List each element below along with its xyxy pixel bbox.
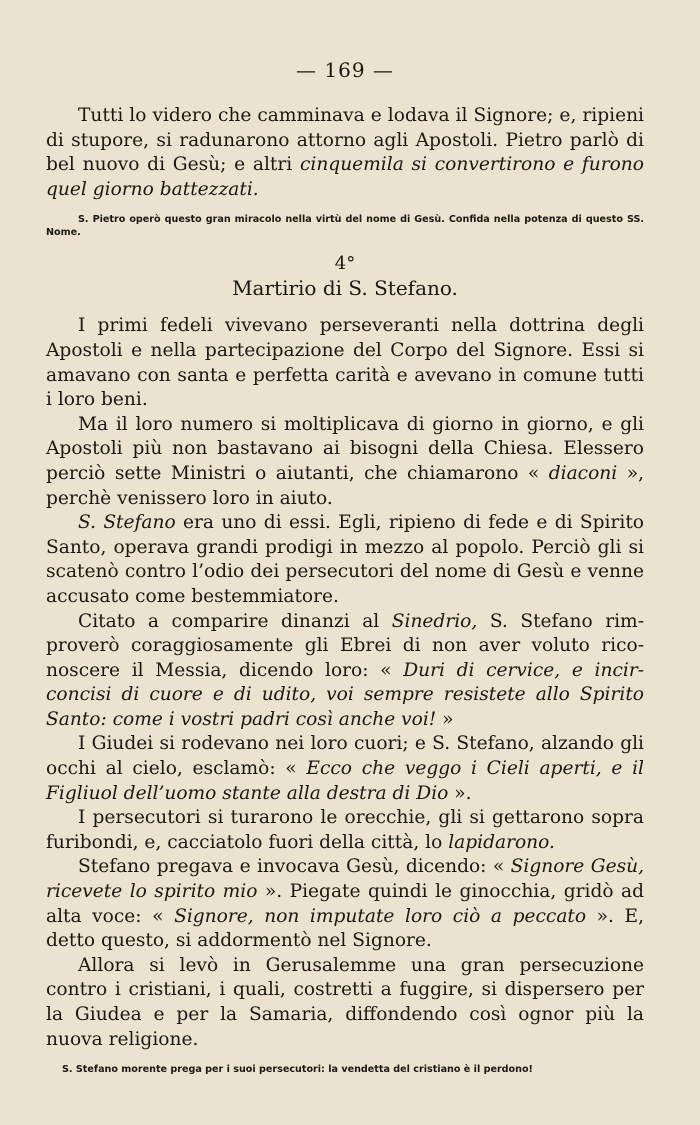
paragraph-7 [46, 806, 644, 855]
paragraph-3 [46, 413, 644, 511]
paragraph-4-italic: S. Stefano [78, 512, 176, 534]
paragraph-8-italic-b: Signore, non imputate loro ciò a peccato [174, 905, 587, 927]
paragraph-1-text: Tutti lo videro che camminava e lodava il Signore; e, ripieni di stupore, si radunarono attorno agli Apostoli. Pietro parlò di bel nuovo di Gesù; e altri [46, 105, 644, 176]
section-number: 4° [334, 253, 356, 275]
paragraph-8-text-c: ». E, detto questo, si addormentò nel Signore. [46, 905, 644, 952]
paragraph-6-text-b: ». [448, 782, 472, 804]
paragraph-5-text-c: » [436, 708, 454, 730]
footnote: S. Stefano morente prega per i suoi persecutori: la vendetta del cristiano è il perdono! [62, 1064, 533, 1076]
paragraph-8-text-a: Stefano pregava e invocava Gesù, dicendo: « [78, 856, 511, 878]
paragraph-4 [46, 511, 644, 609]
paragraph-5-italic-b: Duri di cervice, e incirconcisi di cuore e di udito, voi sempre resistete allo Spirito Santo: come i vostri padri così anche voi! [46, 659, 644, 730]
paragraph-3-text-b: », perchè venissero loro in aiuto. [46, 462, 644, 509]
paragraph-8 [46, 855, 644, 953]
paragraph-6-text-a: I Giudei si rodevano nei loro cuori; e S. Stefano, alzando gli occhi al cielo, esclamò: « [46, 733, 644, 780]
paragraph-1-italic: cinquemila si convertirono e furono quel giorno battezzati. [46, 154, 644, 200]
paragraph-5-text-b: S. Stefano rimproverò coraggiosamente gli Ebrei di non aver voluto riconoscere il Messia, dicendo loro: « [46, 610, 644, 681]
paragraph-4-text: era uno di essi. Egli, ripieno di fede e di Spirito Santo, operava grandi prodigi in mezzo al popolo. Perciò gli si scatenò contro l’odio dei persecutori del nome di Gesù e venne accusato come bestemmiatore. [46, 512, 644, 607]
paragraph-3-text-a: Ma il loro numero si moltiplicava di giorno in giorno, e gli Apostoli più non bastavano ai bisogni della Chiesa. Elessero perciò sette Ministri o aiutanti, che chiamarono « [46, 413, 644, 484]
page-number: — 169 — [296, 58, 394, 82]
margin-note: S. Pietro operò questo gran miracolo nella virtù del nome di Gesù. Confida nella potenza di questo SS. Nome. [46, 214, 644, 239]
paragraph-1 [46, 104, 644, 202]
paragraph-7-italic: lapidarono. [448, 831, 555, 853]
paragraph-5 [46, 610, 644, 733]
paragraph-2: I primi fedeli vivevano perseveranti nella dottrina degli Apostoli e nella partecipazione del Corpo del Signore. Essi si amavano con santa e perfetta carità e avevano in comune tutti i loro beni. [46, 315, 644, 411]
paragraph-9: Allora si levò in Gerusalemme una gran persecuzione contro i cristiani, i quali, costretti a fuggire, si dispersero per la Giudea e per la Samaria, diffondendo così ognor più la nuova religione. [46, 954, 644, 1050]
paragraph-7-text: I persecutori si turarono le orecchie, gli si gettarono sopra furibondi, e, cacciatolo fuori della città, lo [46, 807, 644, 853]
paragraph-3-italic: diaconi [548, 462, 618, 484]
paragraph-6-italic: Ecco che veggo i Cieli aperti, e il Figliuol dell’uomo stante alla destra di Dio [46, 758, 644, 804]
paragraph-6 [46, 732, 644, 806]
paragraph-5-text-a: Citato a comparire dinanzi al [78, 610, 392, 632]
section-title: Martirio di S. Stefano. [232, 276, 458, 301]
paragraph-8-text-b: ». Piegate quindi le ginocchia, gridò ad alta voce: « [46, 881, 644, 927]
paragraph-8-italic-a: Signore Gesù, ricevete lo spirito mio [46, 856, 645, 903]
paragraph-5-italic-a: Sinedrio, [391, 610, 478, 632]
